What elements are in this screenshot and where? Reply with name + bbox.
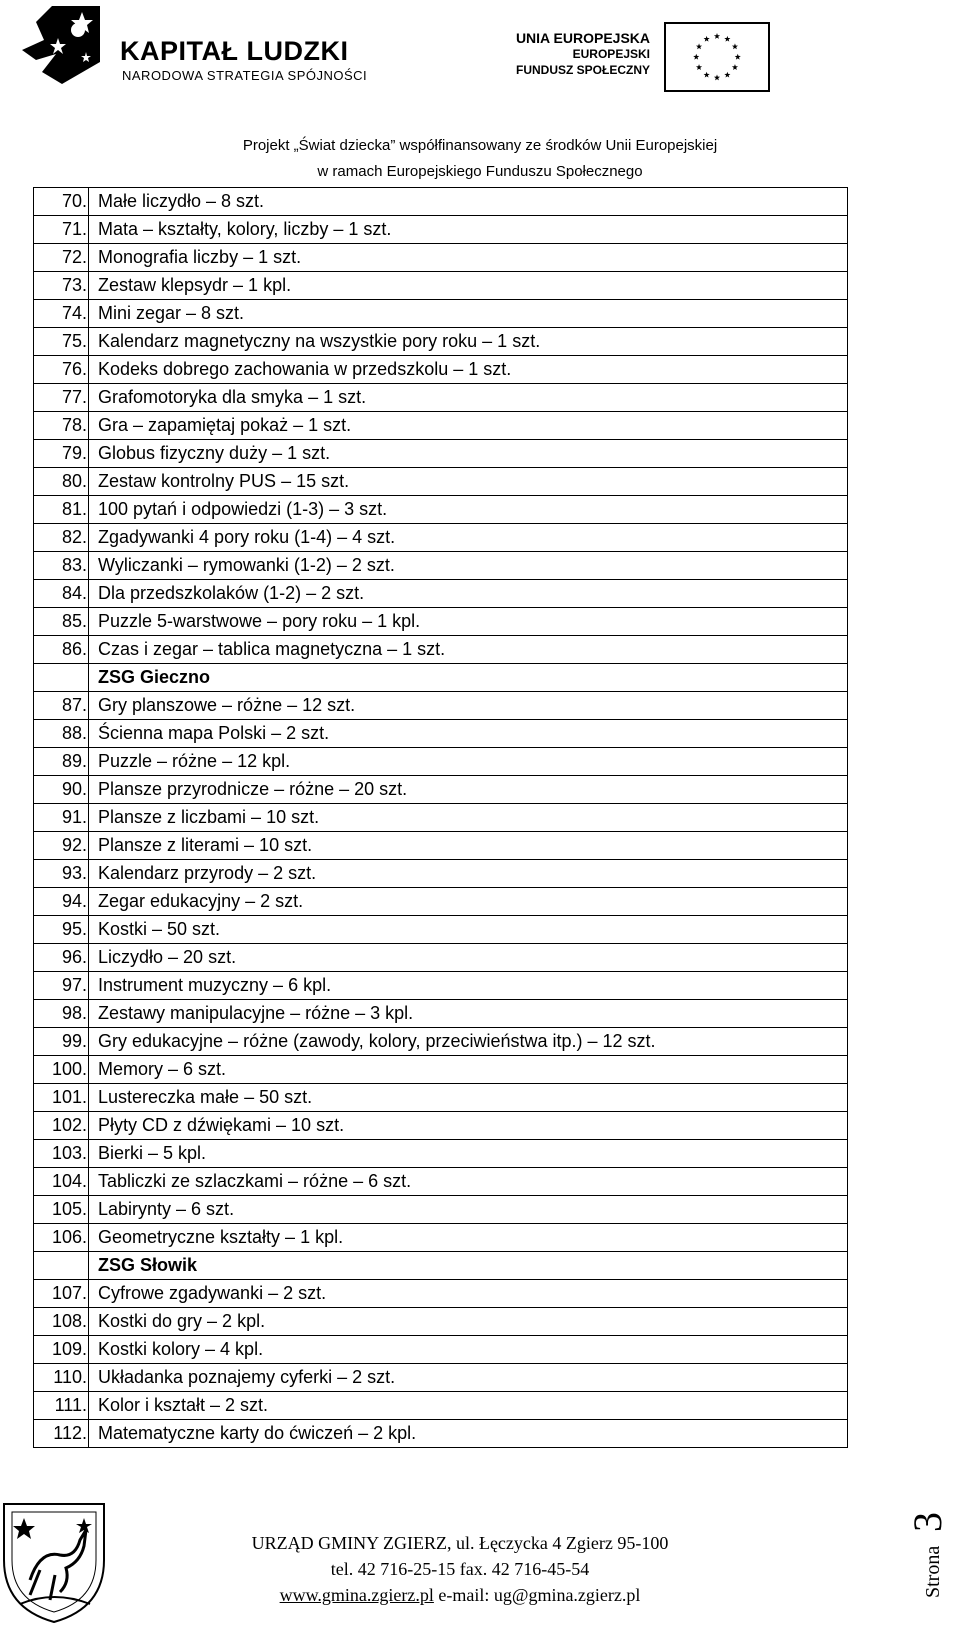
table-row — [34, 552, 848, 580]
eu-fund-text — [470, 30, 650, 78]
item-number: 75. — [34, 328, 89, 356]
table-row — [34, 916, 848, 944]
table-row — [34, 328, 848, 356]
item-description: 100 pytań i odpowiedzi (1-3) – 3 szt. — [89, 496, 848, 524]
item-number: 77. — [34, 384, 89, 412]
item-description: Memory – 6 szt. — [89, 1056, 848, 1084]
item-description: Plansze z literami – 10 szt. — [89, 832, 848, 860]
item-description: Instrument muzyczny – 6 kpl. — [89, 972, 848, 1000]
item-description: Małe liczydło – 8 szt. — [89, 188, 848, 216]
table-row — [34, 636, 848, 664]
table-row — [34, 412, 848, 440]
item-number: 93. — [34, 860, 89, 888]
table-row — [34, 804, 848, 832]
eu-star-icon — [696, 64, 702, 70]
table-row — [34, 1140, 848, 1168]
item-number — [34, 1252, 89, 1280]
item-number: 89. — [34, 748, 89, 776]
item-number: 95. — [34, 916, 89, 944]
table-row — [34, 1196, 848, 1224]
table-row — [34, 496, 848, 524]
kapital-ludzki-logo — [22, 4, 102, 84]
item-number: 107. — [34, 1280, 89, 1308]
item-description: Tabliczki ze szlaczkami – różne – 6 szt. — [89, 1168, 848, 1196]
item-number: 92. — [34, 832, 89, 860]
table-row — [34, 468, 848, 496]
eu-star-icon — [714, 33, 720, 39]
item-description: Grafomotoryka dla smyka – 1 szt. — [89, 384, 848, 412]
item-description: Mini zegar – 8 szt. — [89, 300, 848, 328]
table-row — [34, 272, 848, 300]
item-description: Kostki – 50 szt. — [89, 916, 848, 944]
item-number: 83. — [34, 552, 89, 580]
item-number: 76. — [34, 356, 89, 384]
item-number: 111. — [34, 1392, 89, 1420]
item-description: Ścienna mapa Polski – 2 szt. — [89, 720, 848, 748]
item-number: 72. — [34, 244, 89, 272]
item-number: 73. — [34, 272, 89, 300]
eu-star-icon — [735, 54, 741, 60]
item-description: Kostki do gry – 2 kpl. — [89, 1308, 848, 1336]
eu-star-icon — [704, 72, 710, 78]
item-number: 80. — [34, 468, 89, 496]
item-description: Monografia liczby – 1 szt. — [89, 244, 848, 272]
items-table — [33, 187, 848, 1448]
table-row — [34, 580, 848, 608]
table-row — [34, 244, 848, 272]
item-description: Kolor i kształt – 2 szt. — [89, 1392, 848, 1420]
item-number: 110. — [34, 1364, 89, 1392]
project-line2: w ramach Europejskiego Funduszu Społecznego — [317, 163, 643, 180]
item-description: Płyty CD z dźwiękami – 10 szt. — [89, 1112, 848, 1140]
item-number: 99. — [34, 1028, 89, 1056]
footer-line3 — [160, 1582, 760, 1608]
item-number: 74. — [34, 300, 89, 328]
item-description: Zegar edukacyjny – 2 szt. — [89, 888, 848, 916]
item-description: Gry planszowe – różne – 12 szt. — [89, 692, 848, 720]
item-description: Globus fizyczny duży – 1 szt. — [89, 440, 848, 468]
section-header-row — [34, 1252, 848, 1280]
kapital-ludzki-title: KAPITAŁ LUDZKI — [120, 36, 349, 66]
item-number: 108. — [34, 1308, 89, 1336]
item-number: 102. — [34, 1112, 89, 1140]
eu-star-icon — [704, 36, 710, 42]
item-description: Zestaw klepsydr – 1 kpl. — [89, 272, 848, 300]
item-description: Plansze przyrodnicze – różne – 20 szt. — [89, 776, 848, 804]
item-description: Mata – kształty, kolory, liczby – 1 szt. — [89, 216, 848, 244]
item-description: Kalendarz przyrody – 2 szt. — [89, 860, 848, 888]
item-number: 103. — [34, 1140, 89, 1168]
item-number: 84. — [34, 580, 89, 608]
item-description: Lustereczka małe – 50 szt. — [89, 1084, 848, 1112]
table-row — [34, 1084, 848, 1112]
item-description: Wyliczanki – rymowanki (1-2) – 2 szt. — [89, 552, 848, 580]
item-number: 97. — [34, 972, 89, 1000]
table-row — [34, 384, 848, 412]
item-number: 86. — [34, 636, 89, 664]
table-row — [34, 216, 848, 244]
item-number: 88. — [34, 720, 89, 748]
footer-address — [160, 1530, 760, 1608]
project-info — [0, 133, 960, 185]
item-number: 71. — [34, 216, 89, 244]
item-number: 82. — [34, 524, 89, 552]
table-row — [34, 1056, 848, 1084]
ue-line3: FUNDUSZ SPOŁECZNY — [515, 63, 650, 77]
project-line1: Projekt „Świat dziecka” współfinansowany ze środków Unii Europejskiej — [242, 137, 718, 154]
table-row — [34, 1364, 848, 1392]
item-number: 98. — [34, 1000, 89, 1028]
ue-line1: UNIA EUROPEJSKA — [515, 30, 650, 46]
items-table-body — [34, 188, 848, 1448]
table-row — [34, 1392, 848, 1420]
table-row — [34, 748, 848, 776]
table-row — [34, 356, 848, 384]
footer-line2: tel. 42 716-25-15 fax. 42 716-45-54 — [330, 1559, 590, 1579]
footer-website-link[interactable]: www.gmina.zgierz.pl — [279, 1585, 434, 1605]
page-number — [905, 1490, 960, 1610]
table-row — [34, 1112, 848, 1140]
item-description: Puzzle – różne – 12 kpl. — [89, 748, 848, 776]
table-row — [34, 692, 848, 720]
item-number: 78. — [34, 412, 89, 440]
item-description: Cyfrowe zgadywanki – 2 szt. — [89, 1280, 848, 1308]
footer-line1: URZĄD GMINY ZGIERZ, ul. Łęczycka 4 Zgierz 95-100 — [251, 1533, 669, 1553]
eu-flag-logo — [664, 22, 770, 92]
ue-line2: EUROPEJSKI — [572, 47, 650, 61]
table-row — [34, 1420, 848, 1448]
section-title: ZSG Gieczno — [89, 664, 848, 692]
item-number — [34, 664, 89, 692]
item-description: Plansze z liczbami – 10 szt. — [89, 804, 848, 832]
item-number: 109. — [34, 1336, 89, 1364]
table-row — [34, 1224, 848, 1252]
table-row — [34, 1336, 848, 1364]
item-description: Kostki kolory – 4 kpl. — [89, 1336, 848, 1364]
item-description: Liczydło – 20 szt. — [89, 944, 848, 972]
item-description: Bierki – 5 kpl. — [89, 1140, 848, 1168]
eu-star-icon — [724, 36, 730, 42]
zgierz-crest-logo — [0, 1500, 108, 1625]
item-description: Czas i zegar – tablica magnetyczna – 1 szt. — [89, 636, 848, 664]
item-number: 79. — [34, 440, 89, 468]
item-description: Zestawy manipulacyjne – różne – 3 kpl. — [89, 1000, 848, 1028]
table-row — [34, 776, 848, 804]
item-description: Gra – zapamiętaj pokaż – 1 szt. — [89, 412, 848, 440]
item-number: 85. — [34, 608, 89, 636]
eu-star-icon — [696, 43, 702, 49]
item-number: 104. — [34, 1168, 89, 1196]
kapital-ludzki-subtitle: NARODOWA STRATEGIA SPÓJNOŚCI — [122, 68, 368, 83]
table-row — [34, 972, 848, 1000]
item-description: Gry edukacyjne – różne (zawody, kolory, przeciwieństwa itp.) – 12 szt. — [89, 1028, 848, 1056]
table-row — [34, 888, 848, 916]
table-row — [34, 1028, 848, 1056]
item-description: Geometryczne kształty – 1 kpl. — [89, 1224, 848, 1252]
item-number: 70. — [34, 188, 89, 216]
item-description: Puzzle 5-warstwowe – pory roku – 1 kpl. — [89, 608, 848, 636]
item-description: Matematyczne karty do ćwiczeń – 2 kpl. — [89, 1420, 848, 1448]
item-description: Zgadywanki 4 pory roku (1-4) – 4 szt. — [89, 524, 848, 552]
item-description: Zestaw kontrolny PUS – 15 szt. — [89, 468, 848, 496]
item-number: 91. — [34, 804, 89, 832]
item-number: 87. — [34, 692, 89, 720]
table-row — [34, 608, 848, 636]
item-description: Układanka poznajemy cyferki – 2 szt. — [89, 1364, 848, 1392]
table-row — [34, 440, 848, 468]
eu-star-icon — [714, 75, 720, 81]
table-row — [34, 860, 848, 888]
table-row — [34, 524, 848, 552]
table-row — [34, 1308, 848, 1336]
item-number: 96. — [34, 944, 89, 972]
section-header-row — [34, 664, 848, 692]
item-number: 90. — [34, 776, 89, 804]
page-number-label: Strona — [922, 1545, 944, 1598]
item-number: 81. — [34, 496, 89, 524]
table-row — [34, 1168, 848, 1196]
table-row — [34, 832, 848, 860]
section-title: ZSG Słowik — [89, 1252, 848, 1280]
table-row — [34, 1000, 848, 1028]
item-number: 100. — [34, 1056, 89, 1084]
eu-star-icon — [732, 43, 738, 49]
page-number-value: 3 — [905, 1512, 950, 1532]
item-number: 94. — [34, 888, 89, 916]
item-number: 106. — [34, 1224, 89, 1252]
footer-email: e-mail: ug@gmina.zgierz.pl — [433, 1585, 641, 1605]
eu-star-icon — [693, 54, 699, 60]
table-row — [34, 188, 848, 216]
table-row — [34, 720, 848, 748]
item-description: Dla przedszkolaków (1-2) – 2 szt. — [89, 580, 848, 608]
table-row — [34, 944, 848, 972]
eu-star-icon — [724, 72, 730, 78]
item-description: Labirynty – 6 szt. — [89, 1196, 848, 1224]
item-number: 112. — [34, 1420, 89, 1448]
table-row — [34, 300, 848, 328]
eu-star-icon — [732, 64, 738, 70]
table-row — [34, 1280, 848, 1308]
item-number: 105. — [34, 1196, 89, 1224]
item-description: Kalendarz magnetyczny na wszystkie pory roku – 1 szt. — [89, 328, 848, 356]
item-number: 101. — [34, 1084, 89, 1112]
item-description: Kodeks dobrego zachowania w przedszkolu – 1 szt. — [89, 356, 848, 384]
